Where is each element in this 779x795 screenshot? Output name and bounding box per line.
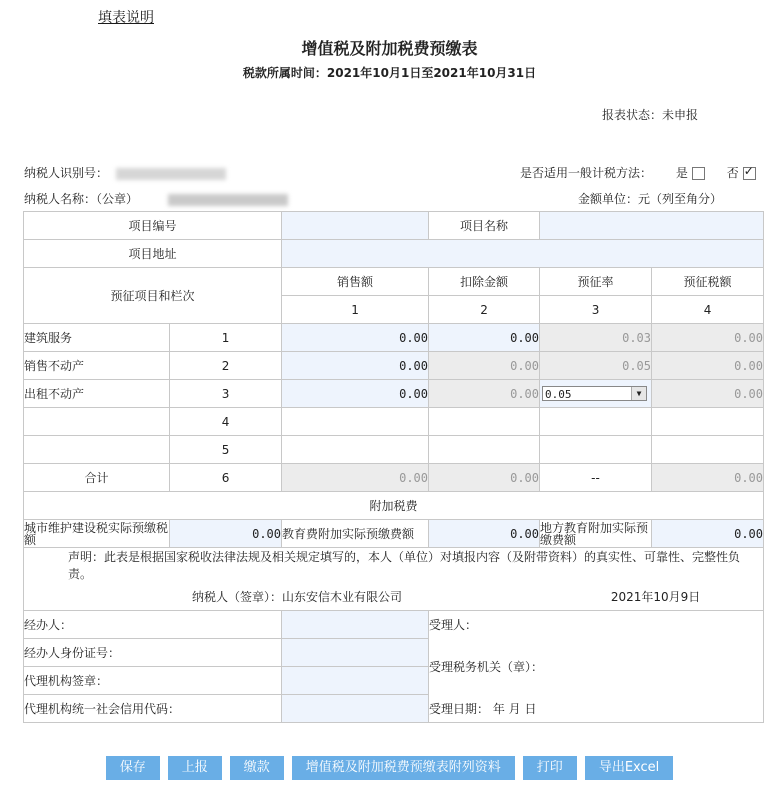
project-name-label: 项目名称 [429, 212, 540, 240]
col-rate-header: 预征率 [540, 268, 652, 296]
total-sales: 0.00 [282, 464, 429, 492]
taxpayer-id-row [24, 164, 226, 181]
taxpayer-id-redacted [116, 168, 226, 180]
signature: 纳税人（签章）：山东安信木业有限公司 [192, 589, 403, 604]
handler-label: 经办人： [24, 611, 282, 639]
col-index-4: 4 [652, 296, 764, 324]
project-no-label: 项目编号 [24, 212, 282, 240]
taxpayer-id-label: 纳税人识别号： [24, 166, 109, 180]
deduct-cell [429, 436, 540, 464]
prepay-items-header: 预征项目和栏次 [24, 268, 282, 324]
taxpayer-name-label: 纳税人名称：（公章） [24, 192, 139, 206]
row-number: 2 [170, 352, 282, 380]
table-row [24, 324, 764, 352]
amount-unit: 金额单位：元（列至角分） [578, 192, 723, 206]
rate-cell [540, 436, 652, 464]
general-method-row [520, 164, 756, 181]
total-label: 合计 [24, 464, 170, 492]
row-number: 5 [170, 436, 282, 464]
table-row [24, 436, 764, 464]
col-tax-header: 预征税额 [652, 268, 764, 296]
row-label: 销售不动产 [24, 352, 170, 380]
page-title: 增值税及附加税费预缴表 [301, 39, 478, 58]
print-button[interactable]: 打印 [523, 756, 577, 780]
save-button[interactable]: 保存 [106, 756, 160, 780]
attachment-button[interactable]: 增值税及附加税费预缴表附列资料 [292, 756, 515, 780]
local-edu-label: 地方教育附加实际预缴费额 [540, 520, 652, 548]
pay-button[interactable]: 缴款 [230, 756, 284, 780]
handler-id-input[interactable] [282, 639, 429, 667]
project-address-input[interactable] [282, 240, 764, 268]
sales-cell [282, 436, 429, 464]
taxpayer-name-row [24, 190, 288, 207]
local-edu-value[interactable]: 0.00 [652, 520, 764, 548]
city-tax-value[interactable]: 0.00 [170, 520, 282, 548]
receiving-office-label: 受理税务机关（章）： [429, 639, 764, 695]
rate-value: 0.03 [540, 324, 652, 352]
table-row [24, 380, 764, 408]
deduct-value: 0.00 [429, 380, 540, 408]
agency-code-input[interactable] [282, 695, 429, 723]
row-label [24, 408, 170, 436]
tax-value: 0.00 [652, 352, 764, 380]
project-name-input[interactable] [540, 212, 764, 240]
total-number: 6 [170, 464, 282, 492]
rate-cell [540, 380, 652, 408]
row-label [24, 436, 170, 464]
total-deduct: 0.00 [429, 464, 540, 492]
rate-value: 0.05 [540, 352, 652, 380]
prepayment-table [23, 211, 764, 723]
agency-seal-input[interactable] [282, 667, 429, 695]
declaration: 声明：此表是根据国家税收法律法规及相关规定填写的，本人（单位）对填报内容（及附带资料）的真实性、可靠性、完整性负责。 [24, 548, 764, 583]
agency-seal-label: 代理机构签章： [24, 667, 282, 695]
tax-cell [652, 436, 764, 464]
receiver-label: 受理人： [429, 611, 764, 639]
sales-input[interactable]: 0.00 [282, 324, 429, 352]
edu-value[interactable]: 0.00 [429, 520, 540, 548]
total-rate: -- [540, 464, 652, 492]
general-no-checkbox[interactable] [743, 167, 756, 180]
deduct-cell [429, 408, 540, 436]
project-no-input[interactable] [282, 212, 429, 240]
agency-code-label: 代理机构统一社会信用代码： [24, 695, 282, 723]
chevron-down-icon[interactable]: ▼ [631, 387, 646, 400]
deduct-value: 0.00 [429, 352, 540, 380]
general-yes-label: 是 [675, 166, 688, 180]
row-number: 3 [170, 380, 282, 408]
project-address-label: 项目地址 [24, 240, 282, 268]
sales-cell [282, 408, 429, 436]
col-index-1: 1 [282, 296, 429, 324]
rate-cell [540, 408, 652, 436]
tax-value: 0.00 [652, 380, 764, 408]
taxpayer-name-redacted [168, 194, 288, 206]
row-label: 出租不动产 [24, 380, 170, 408]
tax-period: 税款所属时间：2021年10月1日至2021年10月31日 [242, 66, 537, 80]
deduct-input[interactable]: 0.00 [429, 324, 540, 352]
report-status: 报表状态：未申报 [602, 108, 699, 122]
table-row [24, 408, 764, 436]
handler-id-label: 经办人身份证号： [24, 639, 282, 667]
export-excel-button[interactable]: 导出Excel [585, 756, 673, 780]
sales-input[interactable]: 0.00 [282, 380, 429, 408]
row-number: 4 [170, 408, 282, 436]
surcharge-header: 附加税费 [24, 492, 764, 520]
row-label: 建筑服务 [24, 324, 170, 352]
handler-input[interactable] [282, 611, 429, 639]
tax-value: 0.00 [652, 324, 764, 352]
general-no-label: 否 [726, 166, 739, 180]
col-index-2: 2 [429, 296, 540, 324]
fill-instructions-link[interactable]: 填表说明 [98, 10, 154, 26]
row-number: 1 [170, 324, 282, 352]
edu-label: 教育费附加实际预缴费额 [282, 520, 429, 548]
submit-button[interactable]: 上报 [168, 756, 222, 780]
rate-select-value: 0.05 [545, 388, 572, 401]
col-index-3: 3 [540, 296, 652, 324]
tax-cell [652, 408, 764, 436]
sales-input[interactable]: 0.00 [282, 352, 429, 380]
general-method-label: 是否适用一般计税方法： [520, 166, 653, 180]
city-tax-label: 城市维护建设税实际预缴税额 [24, 520, 169, 547]
sign-date: 2021年10月9日 [610, 589, 701, 604]
receive-date-label: 受理日期： 年 月 日 [429, 695, 764, 723]
table-row [24, 352, 764, 380]
col-sales-header: 销售额 [282, 268, 429, 296]
action-bar [0, 756, 779, 780]
signature-row [24, 582, 764, 611]
total-row [24, 464, 764, 492]
total-tax: 0.00 [652, 464, 764, 492]
col-deduct-header: 扣除金额 [429, 268, 540, 296]
rate-select[interactable] [542, 386, 647, 401]
general-yes-checkbox[interactable] [692, 167, 705, 180]
